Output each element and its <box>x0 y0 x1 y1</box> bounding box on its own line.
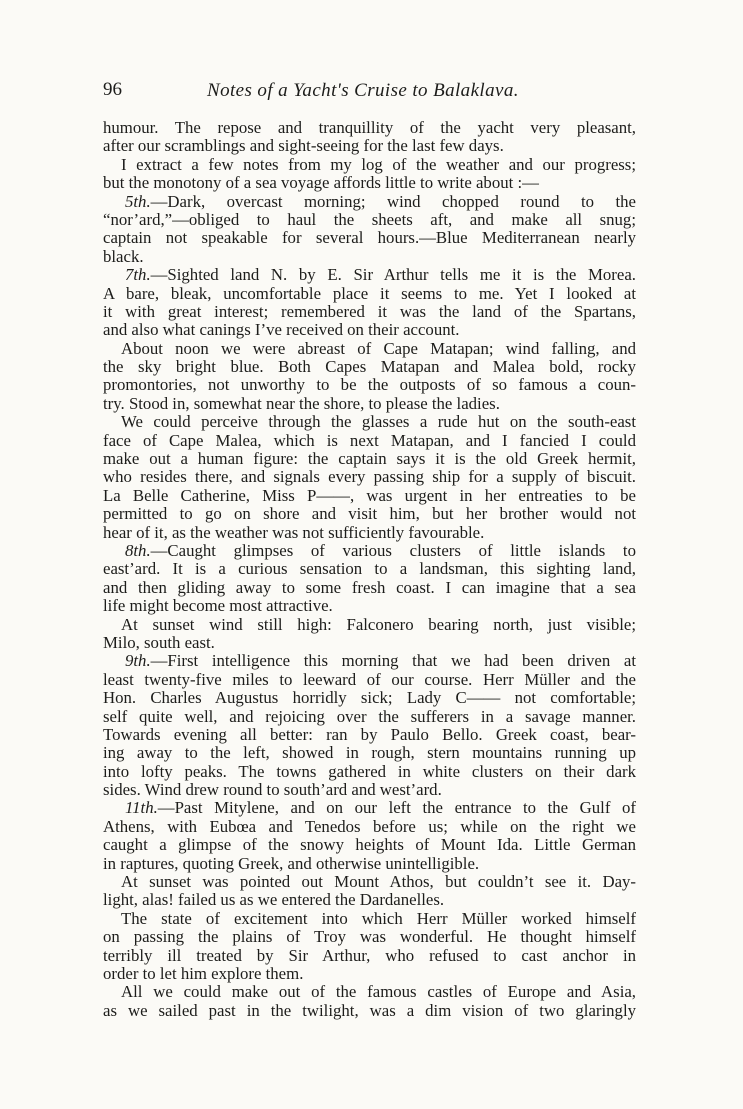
text-line <box>103 432 636 450</box>
line-text: it with great interest; remembered it was the land of the Spartans, <box>103 301 636 321</box>
line-text: “nor’ard,”—obliged to haul the sheets aft, and make all snug; <box>103 209 636 229</box>
text-line <box>103 156 636 174</box>
text-line <box>103 395 636 413</box>
text-line <box>103 137 636 155</box>
text-line <box>103 340 636 358</box>
line-text: —Caught glimpses of various clusters of little islands to <box>150 540 636 560</box>
text-line <box>103 1002 636 1020</box>
line-text: the sky bright blue. Both Capes Matapan and Malea bold, rocky <box>103 357 636 377</box>
text-line <box>103 947 636 965</box>
text-line <box>103 358 636 376</box>
line-text: least twenty-five miles to leeward of our course. Herr Müller and the <box>103 669 636 689</box>
line-text: in raptures, quoting Greek, and otherwise unintelligible. <box>103 853 480 873</box>
line-text: as we sailed past in the twilight, was a dim vision of two glaringly <box>103 1000 636 1020</box>
line-text: We could perceive through the glasses a rude hut on the south-east <box>121 412 636 432</box>
text-line <box>103 119 636 137</box>
line-text: —Dark, overcast morning; wind chopped round to the <box>150 191 636 211</box>
entry-date: 7th. <box>125 265 151 285</box>
line-text: —First intelligence this morning that we had been driven at <box>150 651 636 671</box>
line-text: promontories, not unworthy to be the outposts of so famous a coun- <box>103 375 636 395</box>
line-text: east’ard. It is a curious sensation to a landsman, this sighting land, <box>103 559 636 579</box>
line-text: after our scramblings and sight-seeing for the last few days. <box>103 136 504 156</box>
text-line <box>103 928 636 946</box>
line-text: and also what canings I’ve received on their account. <box>103 320 460 340</box>
entry-date: 9th. <box>125 651 151 671</box>
text-line <box>103 708 636 726</box>
line-text: try. Stood in, somewhat near the shore, to please the ladies. <box>103 393 500 413</box>
line-text: At sunset wind still high: Falconero bearing north, just visible; <box>121 614 636 634</box>
line-text: and then gliding away to some fresh coast. I can imagine that a sea <box>103 577 636 597</box>
text-line <box>103 616 636 634</box>
text-line <box>103 799 636 817</box>
text-line <box>103 689 636 707</box>
line-text: captain not speakable for several hours.—Blue Mediterranean nearly <box>103 228 636 248</box>
text-line <box>103 983 636 1001</box>
line-text: —Past Mitylene, and on our left the entrance to the Gulf of <box>157 798 636 818</box>
line-text: order to let him explore them. <box>103 963 304 983</box>
line-text: sides. Wind drew round to south’ard and west’ard. <box>103 780 442 800</box>
page-header <box>103 79 636 105</box>
line-text: make out a human figure: the captain says it is the old Greek hermit, <box>103 449 636 469</box>
text-line <box>103 542 636 560</box>
line-text: on passing the plains of Troy was wonderful. He thought himself <box>103 927 636 947</box>
line-text: black. <box>103 246 144 266</box>
text-line <box>103 634 636 652</box>
text-line <box>103 597 636 615</box>
text-line <box>103 174 636 192</box>
line-text: who resides there, and signals every passing ship for a supply of biscuit. <box>103 467 636 487</box>
text-line <box>103 413 636 431</box>
text-line <box>103 450 636 468</box>
line-text: Towards evening all better: ran by Paulo Bello. Greek coast, bear- <box>103 724 636 744</box>
line-text: Hon. Charles Augustus horridly sick; Lady C—— not comfortable; <box>103 688 636 708</box>
line-text: The state of excitement into which Herr Müller worked himself <box>121 908 636 928</box>
text-line <box>103 652 636 670</box>
line-text: hear of it, as the weather was not sufficiently favourable. <box>103 522 485 542</box>
entry-date: 5th. <box>125 191 151 211</box>
line-text: All we could make out of the famous castles of Europe and Asia, <box>121 982 636 1002</box>
text-line <box>103 744 636 762</box>
text-line <box>103 266 636 284</box>
entry-date: 8th. <box>125 540 151 560</box>
line-text: permitted to go on shore and visit him, but her brother would not <box>103 504 636 524</box>
text-line <box>103 376 636 394</box>
line-text: face of Cape Malea, which is next Matapan, and I fancied I could <box>103 430 636 450</box>
body-text <box>103 119 636 1020</box>
line-text: self quite well, and rejoicing over the sufferers in a savage manner. <box>103 706 636 726</box>
text-line <box>103 818 636 836</box>
text-line <box>103 910 636 928</box>
line-text: —Sighted land N. by E. Sir Arthur tells me it is the Morea. <box>150 265 636 285</box>
text-line <box>103 524 636 542</box>
line-text: Athens, with Eubœa and Tenedos before us; while on the right we <box>103 816 636 836</box>
text-line <box>103 965 636 983</box>
text-line <box>103 836 636 854</box>
line-text: terribly ill treated by Sir Arthur, who refused to cast anchor in <box>103 945 636 965</box>
text-line <box>103 468 636 486</box>
line-text: into lofty peaks. The towns gathered in white clusters on their dark <box>103 761 636 781</box>
line-text: Milo, south east. <box>103 632 215 652</box>
text-line <box>103 781 636 799</box>
page-number: 96 <box>103 79 122 100</box>
line-text: caught a glimpse of the snowy heights of Mount Ida. Little German <box>103 835 636 855</box>
text-line <box>103 321 636 339</box>
text-line <box>103 229 636 247</box>
line-text: A bare, bleak, uncomfortable place it seems to me. Yet I looked at <box>103 283 636 303</box>
text-line <box>103 763 636 781</box>
text-line <box>103 193 636 211</box>
line-text: humour. The repose and tranquillity of the yacht very pleasant, <box>103 118 636 137</box>
text-line <box>103 248 636 266</box>
entry-date: 11th. <box>125 798 158 818</box>
running-title: Notes of a Yacht's Cruise to Balaklava. <box>207 80 519 101</box>
text-line <box>103 579 636 597</box>
text-line <box>103 873 636 891</box>
text-line <box>103 211 636 229</box>
text-line <box>103 285 636 303</box>
line-text: life might become most attractive. <box>103 596 333 616</box>
line-text: La Belle Catherine, Miss P——, was urgent in her entreaties to be <box>103 485 636 505</box>
text-line <box>103 303 636 321</box>
text-line <box>103 726 636 744</box>
text-line <box>103 505 636 523</box>
text-line <box>103 560 636 578</box>
line-text: At sunset was pointed out Mount Athos, but couldn’t see it. Day- <box>121 872 636 892</box>
text-line <box>103 487 636 505</box>
text-line <box>103 855 636 873</box>
line-text: light, alas! failed us as we entered the Dardanelles. <box>103 890 445 910</box>
text-line <box>103 891 636 909</box>
line-text: About noon we were abreast of Cape Matapan; wind falling, and <box>121 338 636 358</box>
text-line <box>103 671 636 689</box>
line-text: ing away to the left, showed in rough, stern mountains running up <box>103 743 636 763</box>
line-text: but the monotony of a sea voyage affords little to write about :— <box>103 173 539 193</box>
line-text: I extract a few notes from my log of the weather and our progress; <box>121 154 636 174</box>
